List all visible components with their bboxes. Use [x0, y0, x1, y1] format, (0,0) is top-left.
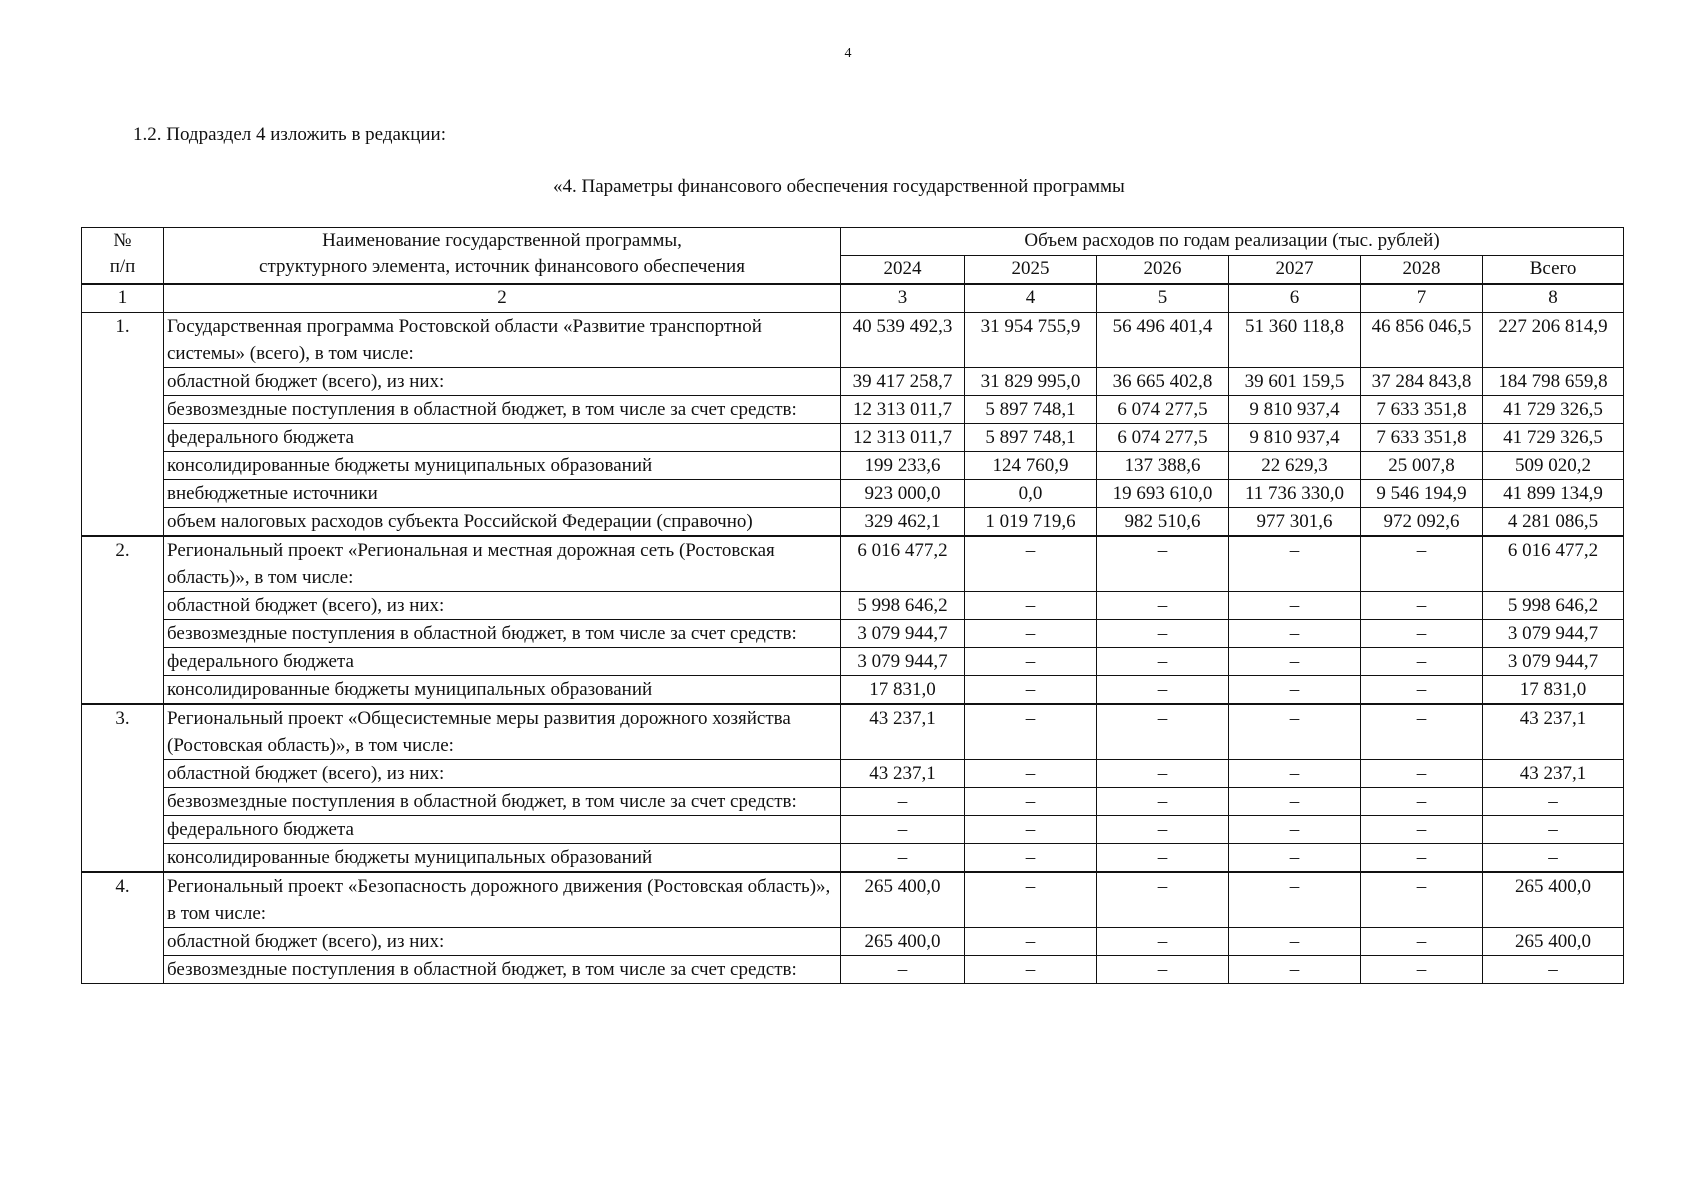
row-value-col-7: – — [1361, 592, 1483, 620]
row-value-col-7: – — [1361, 620, 1483, 648]
row-value-col-4: 124 760,9 — [965, 452, 1097, 480]
row-number: 4. — [82, 872, 164, 984]
header-column-number-8: 8 — [1483, 284, 1624, 313]
row-value-col-5: – — [1097, 592, 1229, 620]
row-value-col-6: – — [1229, 760, 1361, 788]
row-value-col-8: 43 237,1 — [1483, 704, 1624, 760]
row-value-col-4: 31 954 755,9 — [965, 313, 1097, 368]
row-value-col-5: – — [1097, 704, 1229, 760]
row-value-col-6: 22 629,3 — [1229, 452, 1361, 480]
row-value-col-6: – — [1229, 536, 1361, 592]
table-header — [82, 228, 1624, 313]
row-value-col-7: – — [1361, 648, 1483, 676]
header-column-number-3: 3 — [841, 284, 965, 313]
header-year-2: 2026 — [1097, 256, 1229, 285]
row-name: безвозмездные поступления в областной бюджет, в том числе за счет средств: — [164, 620, 841, 648]
row-value-col-5: – — [1097, 928, 1229, 956]
header-volume: Объем расходов по годам реализации (тыс. рублей) — [841, 228, 1624, 256]
table-row — [82, 424, 1624, 452]
header-number-cell — [82, 228, 164, 285]
row-value-col-5: 6 074 277,5 — [1097, 396, 1229, 424]
table-row — [82, 872, 1624, 928]
row-name: объем налоговых расходов субъекта Российской Федерации (справочно) — [164, 508, 841, 537]
row-value-col-8: 17 831,0 — [1483, 676, 1624, 705]
row-value-col-3: 43 237,1 — [841, 760, 965, 788]
row-value-col-6: – — [1229, 620, 1361, 648]
row-value-col-3: 5 998 646,2 — [841, 592, 965, 620]
row-value-col-5: 6 074 277,5 — [1097, 424, 1229, 452]
row-name: внебюджетные источники — [164, 480, 841, 508]
row-value-col-7: 7 633 351,8 — [1361, 424, 1483, 452]
table-row — [82, 788, 1624, 816]
intro-paragraph: 1.2. Подраздел 4 изложить в редакции: — [133, 124, 446, 145]
row-value-col-3: 265 400,0 — [841, 872, 965, 928]
row-value-col-5: 982 510,6 — [1097, 508, 1229, 537]
row-name: консолидированные бюджеты муниципальных образований — [164, 844, 841, 873]
table-row — [82, 620, 1624, 648]
row-name: Региональный проект «Региональная и местная дорожная сеть (Ростовская область)», в том числе: — [164, 536, 841, 592]
row-value-col-5: – — [1097, 536, 1229, 592]
row-value-col-6: – — [1229, 676, 1361, 705]
table-row — [82, 704, 1624, 760]
row-value-col-8: 3 079 944,7 — [1483, 648, 1624, 676]
row-value-col-4: – — [965, 760, 1097, 788]
row-value-col-6: – — [1229, 788, 1361, 816]
header-column-number-4: 4 — [965, 284, 1097, 313]
row-value-col-6: 39 601 159,5 — [1229, 368, 1361, 396]
row-name: консолидированные бюджеты муниципальных образований — [164, 676, 841, 705]
row-value-col-7: – — [1361, 816, 1483, 844]
row-value-col-6: 9 810 937,4 — [1229, 424, 1361, 452]
row-name: безвозмездные поступления в областной бюджет, в том числе за счет средств: — [164, 788, 841, 816]
row-name: федерального бюджета — [164, 648, 841, 676]
header-column-number-2: 2 — [164, 284, 841, 313]
row-value-col-8: 41 899 134,9 — [1483, 480, 1624, 508]
row-value-col-3: 12 313 011,7 — [841, 396, 965, 424]
row-value-col-6: 9 810 937,4 — [1229, 396, 1361, 424]
row-value-col-7: – — [1361, 844, 1483, 873]
row-name: федерального бюджета — [164, 816, 841, 844]
row-value-col-5: 137 388,6 — [1097, 452, 1229, 480]
header-column-number-7: 7 — [1361, 284, 1483, 313]
table-row — [82, 313, 1624, 368]
row-name: безвозмездные поступления в областной бюджет, в том числе за счет средств: — [164, 396, 841, 424]
row-value-col-7: – — [1361, 536, 1483, 592]
table-row — [82, 452, 1624, 480]
row-value-col-8: – — [1483, 956, 1624, 984]
row-value-col-6: 977 301,6 — [1229, 508, 1361, 537]
table-row — [82, 760, 1624, 788]
financing-table — [81, 227, 1624, 984]
row-value-col-5: 56 496 401,4 — [1097, 313, 1229, 368]
row-value-col-6: – — [1229, 872, 1361, 928]
row-value-col-4: – — [965, 536, 1097, 592]
row-value-col-7: 37 284 843,8 — [1361, 368, 1483, 396]
row-value-col-3: 199 233,6 — [841, 452, 965, 480]
row-value-col-4: 1 019 719,6 — [965, 508, 1097, 537]
table-row — [82, 536, 1624, 592]
row-value-col-4: – — [965, 956, 1097, 984]
row-value-col-5: – — [1097, 844, 1229, 873]
table-row — [82, 956, 1624, 984]
row-value-col-4: – — [965, 928, 1097, 956]
row-value-col-5: – — [1097, 956, 1229, 984]
row-value-col-7: – — [1361, 676, 1483, 705]
header-column-number-6: 6 — [1229, 284, 1361, 313]
row-value-col-8: 4 281 086,5 — [1483, 508, 1624, 537]
row-value-col-4: – — [965, 844, 1097, 873]
table-row — [82, 928, 1624, 956]
row-name: Государственная программа Ростовской области «Развитие транспортной системы» (всего), в том числе: — [164, 313, 841, 368]
row-value-col-4: 5 897 748,1 — [965, 424, 1097, 452]
row-value-col-8: 6 016 477,2 — [1483, 536, 1624, 592]
row-value-col-4: 0,0 — [965, 480, 1097, 508]
row-value-col-5: 36 665 402,8 — [1097, 368, 1229, 396]
row-value-col-8: – — [1483, 844, 1624, 873]
row-value-col-3: 17 831,0 — [841, 676, 965, 705]
row-value-col-8: 41 729 326,5 — [1483, 396, 1624, 424]
row-name: консолидированные бюджеты муниципальных образований — [164, 452, 841, 480]
row-value-col-6: 51 360 118,8 — [1229, 313, 1361, 368]
table-row — [82, 368, 1624, 396]
header-year-1: 2025 — [965, 256, 1097, 285]
row-value-col-5: – — [1097, 788, 1229, 816]
header-year-3: 2027 — [1229, 256, 1361, 285]
section-title: «4. Параметры финансового обеспечения государственной программы — [553, 176, 1125, 197]
table-row — [82, 592, 1624, 620]
row-value-col-4: – — [965, 704, 1097, 760]
row-value-col-4: – — [965, 620, 1097, 648]
table-row — [82, 676, 1624, 705]
row-name: областной бюджет (всего), из них: — [164, 368, 841, 396]
row-value-col-7: – — [1361, 704, 1483, 760]
row-value-col-7: – — [1361, 956, 1483, 984]
row-value-col-7: – — [1361, 760, 1483, 788]
header-name-line2: структурного элемента, источник финансового обеспечения — [259, 256, 745, 277]
table-row — [82, 844, 1624, 873]
row-value-col-3: – — [841, 816, 965, 844]
row-value-col-8: 227 206 814,9 — [1483, 313, 1624, 368]
row-value-col-4: 31 829 995,0 — [965, 368, 1097, 396]
header-column-number-5: 5 — [1097, 284, 1229, 313]
row-value-col-7: 25 007,8 — [1361, 452, 1483, 480]
table-row — [82, 396, 1624, 424]
row-value-col-6: – — [1229, 928, 1361, 956]
row-value-col-4: 5 897 748,1 — [965, 396, 1097, 424]
row-value-col-7: 46 856 046,5 — [1361, 313, 1483, 368]
row-value-col-3: 265 400,0 — [841, 928, 965, 956]
row-number: 2. — [82, 536, 164, 704]
row-name: областной бюджет (всего), из них: — [164, 760, 841, 788]
row-value-col-7: – — [1361, 872, 1483, 928]
row-value-col-4: – — [965, 872, 1097, 928]
header-column-number-1: 1 — [82, 284, 164, 313]
row-value-col-3: – — [841, 788, 965, 816]
row-value-col-3: 12 313 011,7 — [841, 424, 965, 452]
row-value-col-8: – — [1483, 816, 1624, 844]
row-name: Региональный проект «Общесистемные меры развития дорожного хозяйства (Ростовская область)», в том числе: — [164, 704, 841, 760]
row-name: безвозмездные поступления в областной бюджет, в том числе за счет средств: — [164, 956, 841, 984]
row-value-col-5: – — [1097, 872, 1229, 928]
row-value-col-5: – — [1097, 676, 1229, 705]
row-value-col-3: – — [841, 844, 965, 873]
row-value-col-8: 3 079 944,7 — [1483, 620, 1624, 648]
row-name: областной бюджет (всего), из них: — [164, 592, 841, 620]
row-value-col-3: 329 462,1 — [841, 508, 965, 537]
row-value-col-6: – — [1229, 648, 1361, 676]
row-value-col-7: 9 546 194,9 — [1361, 480, 1483, 508]
header-name-line1: Наименование государственной программы, — [322, 230, 682, 251]
row-value-col-3: 43 237,1 — [841, 704, 965, 760]
row-value-col-8: 184 798 659,8 — [1483, 368, 1624, 396]
row-value-col-5: 19 693 610,0 — [1097, 480, 1229, 508]
table-row — [82, 816, 1624, 844]
header-number-line2: п/п — [109, 256, 136, 277]
row-value-col-3: 39 417 258,7 — [841, 368, 965, 396]
row-value-col-8: – — [1483, 788, 1624, 816]
header-name-cell — [164, 228, 841, 285]
row-name: областной бюджет (всего), из них: — [164, 928, 841, 956]
row-value-col-6: – — [1229, 956, 1361, 984]
header-year-4: 2028 — [1361, 256, 1483, 285]
row-value-col-5: – — [1097, 816, 1229, 844]
row-value-col-3: 3 079 944,7 — [841, 620, 965, 648]
row-value-col-8: 43 237,1 — [1483, 760, 1624, 788]
row-value-col-4: – — [965, 648, 1097, 676]
row-value-col-8: 265 400,0 — [1483, 928, 1624, 956]
table-body — [82, 313, 1624, 984]
row-value-col-4: – — [965, 816, 1097, 844]
row-value-col-5: – — [1097, 760, 1229, 788]
row-value-col-3: 6 016 477,2 — [841, 536, 965, 592]
table-row — [82, 648, 1624, 676]
row-value-col-6: – — [1229, 592, 1361, 620]
row-value-col-6: 11 736 330,0 — [1229, 480, 1361, 508]
header-column-numbers-row — [82, 284, 1624, 313]
row-number: 3. — [82, 704, 164, 872]
row-value-col-7: – — [1361, 788, 1483, 816]
row-value-col-3: – — [841, 956, 965, 984]
row-value-col-3: 3 079 944,7 — [841, 648, 965, 676]
row-value-col-6: – — [1229, 816, 1361, 844]
row-value-col-8: 5 998 646,2 — [1483, 592, 1624, 620]
row-value-col-4: – — [965, 788, 1097, 816]
row-name: Региональный проект «Безопасность дорожного движения (Ростовская область)», в том числе: — [164, 872, 841, 928]
row-value-col-6: – — [1229, 844, 1361, 873]
header-year-0: 2024 — [841, 256, 965, 285]
row-value-col-3: 923 000,0 — [841, 480, 965, 508]
page-number: 4 — [844, 46, 852, 61]
row-value-col-7: 7 633 351,8 — [1361, 396, 1483, 424]
row-name: федерального бюджета — [164, 424, 841, 452]
row-value-col-5: – — [1097, 620, 1229, 648]
row-value-col-8: 41 729 326,5 — [1483, 424, 1624, 452]
table-row — [82, 508, 1624, 537]
row-value-col-7: – — [1361, 928, 1483, 956]
row-value-col-5: – — [1097, 648, 1229, 676]
row-value-col-8: 265 400,0 — [1483, 872, 1624, 928]
row-value-col-3: 40 539 492,3 — [841, 313, 965, 368]
row-value-col-6: – — [1229, 704, 1361, 760]
header-number-line1: № — [113, 230, 132, 251]
row-value-col-7: 972 092,6 — [1361, 508, 1483, 537]
header-year-5: Всего — [1483, 256, 1624, 285]
row-value-col-4: – — [965, 676, 1097, 705]
table-row — [82, 480, 1624, 508]
row-value-col-4: – — [965, 592, 1097, 620]
row-number: 1. — [82, 313, 164, 537]
row-value-col-8: 509 020,2 — [1483, 452, 1624, 480]
